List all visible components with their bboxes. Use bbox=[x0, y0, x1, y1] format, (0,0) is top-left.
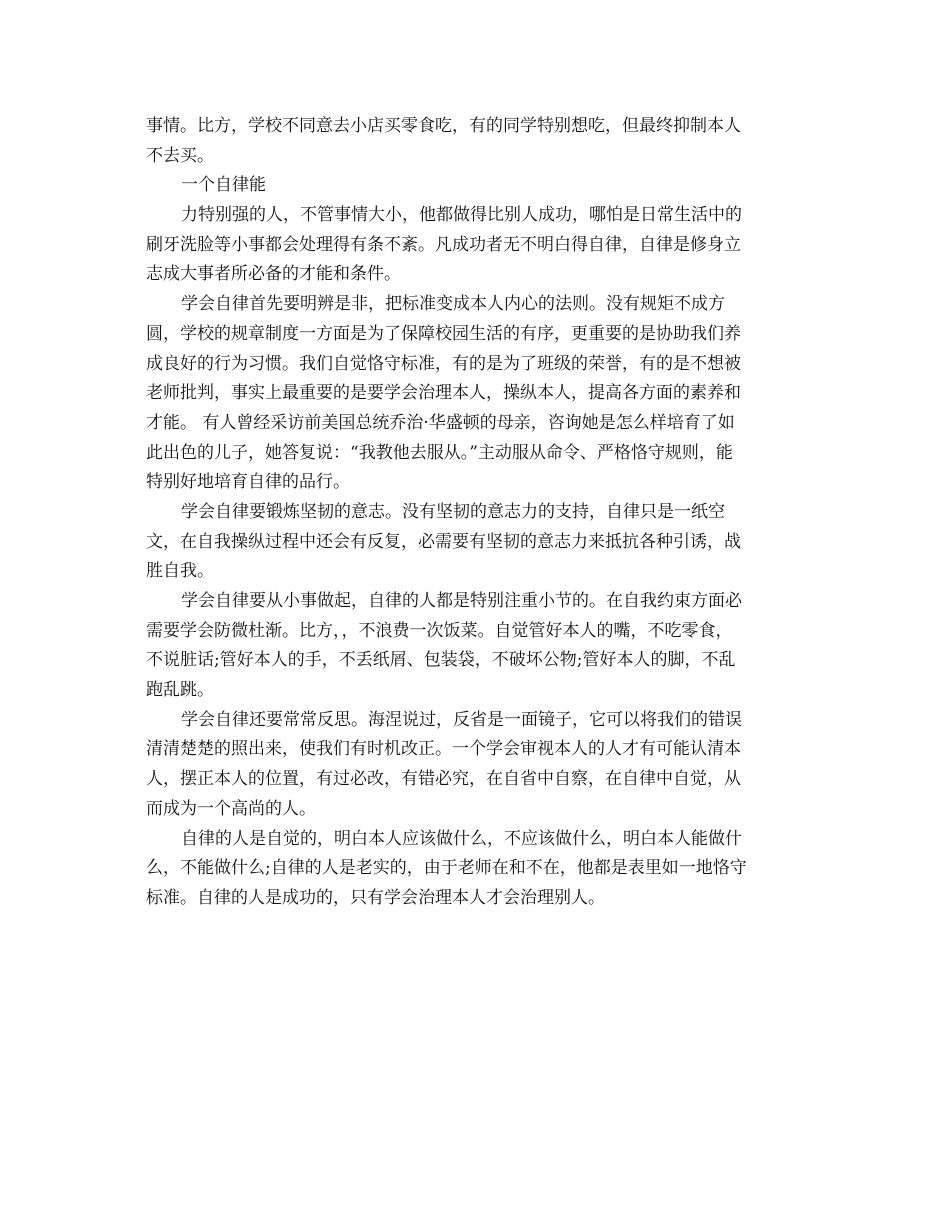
text-line: 刷牙洗脸等小事都会处理得有条不紊。凡成功者无不明白得自律，自律是修身立 bbox=[146, 234, 741, 255]
text-line: 标准。自律的人是成功的，只有学会治理本人才会治理别人。 bbox=[146, 887, 605, 908]
paragraph-start-line: 学会自律还要常常反思。海涅说过，反省是一面镜子，它可以将我们的错误 bbox=[181, 709, 742, 730]
text-line: 人，摆正本人的位置，有过必改，有错必究，在自省中自察，在自律中自觉，从 bbox=[146, 769, 741, 790]
text-line: 不去买。 bbox=[146, 145, 214, 166]
text-line: 么，不能做什么;自律的人是老实的，由于老师在和不在，他都是表里如一地恪守 bbox=[146, 858, 747, 879]
text-line: 跑乱跳。 bbox=[146, 680, 214, 701]
text-line: 才能。 有人曾经采访前美国总统乔治·华盛顿的母亲，咨询她是怎么样培育了如 bbox=[146, 412, 735, 433]
document-body bbox=[146, 112, 811, 914]
text-line: 事情。比方，学校不同意去小店买零食吃，有的同学特别想吃，但最终抑制本人 bbox=[146, 116, 741, 136]
text-line: 清清楚楚的照出来，使我们有时机改正。一个学会审视本人的人才有可能认清本 bbox=[146, 739, 741, 760]
text-line: 此出色的儿子，她答复说：“我教他去服从。”主动服从命令、严格恪守规则，能 bbox=[146, 442, 733, 463]
text-line: 志成大事者所必备的才能和条件。 bbox=[146, 264, 401, 285]
text-line: 成良好的行为习惯。我们自觉恪守标准，有的是为了班级的荣誉，有的是不想被 bbox=[146, 353, 741, 374]
text-line: 老师批判，事实上最重要的是要学会治理本人，操纵本人，提高各方面的素养和 bbox=[146, 383, 741, 404]
text-line: 而成为一个高尚的人。 bbox=[146, 798, 316, 819]
text-line: 不说脏话;管好本人的手，不丢纸屑、包装袋，不破坏公物;管好本人的脚，不乱 bbox=[146, 650, 736, 671]
paragraph-start-line: 一个自律能 bbox=[181, 175, 266, 196]
text-line: 圆，学校的规章制度一方面是为了保障校园生活的有序，更重要的是协助我们养 bbox=[146, 323, 741, 344]
text-line: 需要学会防微杜渐。比方，，不浪费一次饭菜。自觉管好本人的嘴，不吃零食， bbox=[146, 620, 733, 641]
text-line: 特别好地培育自律的品行。 bbox=[146, 472, 350, 493]
paragraph-start-line: 学会自律要锻炼坚韧的意志。没有坚韧的意志力的支持，自律只是一纸空 bbox=[181, 501, 725, 522]
text-line: 文，在自我操纵过程中还会有反复，必需要有坚韧的意志力来抵抗各种引诱，战 bbox=[146, 531, 741, 552]
paragraph-start-line: 学会自律要从小事做起，自律的人都是特别注重小节的。在自我约束方面必 bbox=[181, 591, 742, 611]
text-line: 胜自我。 bbox=[146, 561, 214, 582]
paragraph-start-line: 力特别强的人，不管事情大小，他都做得比别人成功，哪怕是日常生活中的 bbox=[181, 205, 742, 226]
paragraph-start-line: 学会自律首先要明辨是非，把标准变成本人内心的法则。没有规矩不成方 bbox=[181, 294, 725, 315]
paragraph-start-line: 自律的人是自觉的，明白本人应该做什么，不应该做什么，明白本人能做什 bbox=[181, 828, 742, 849]
